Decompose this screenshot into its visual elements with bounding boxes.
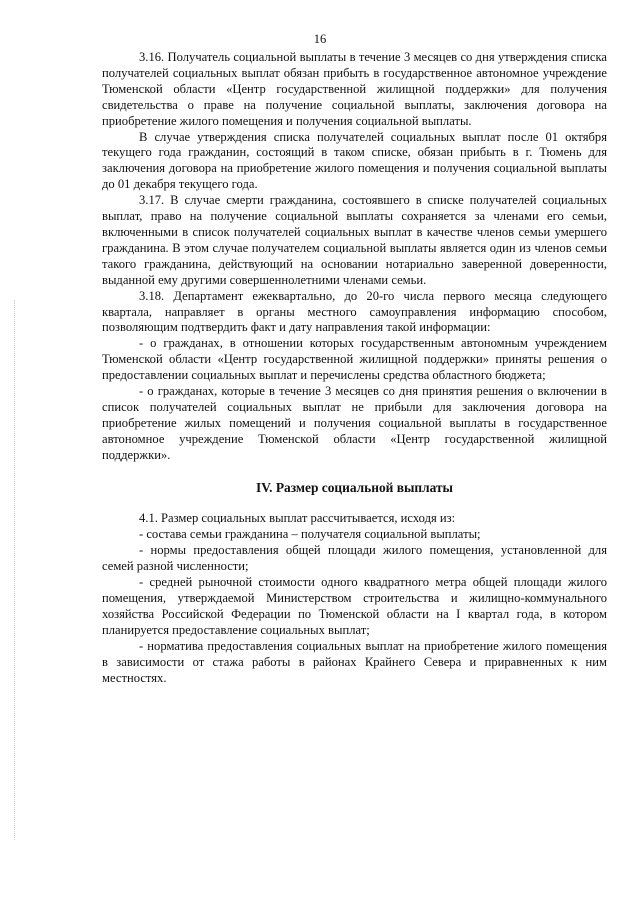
page-number: 16 — [313, 32, 327, 46]
section-heading: IV. Размер социальной выплаты — [255, 479, 454, 495]
list-item-market-price: - средней рыночной стоимости одного квадратного метра общей площади жилого помещения, утверждаемой Министерством строительства и жилищно-коммунального хозяйства Российской Федерации по Тюменской области на I квартал года, в котором планируется предоставление социальных выплат; — [102, 575, 607, 637]
paragraph-3-16-deadline: В случае утверждения списка получателей социальных выплат после 01 октября текущего года гражданин, состоящий в таком списке, обязан прибыть в г. Тюмень для заключения договора на приобретение жилого помещения и получения социальной выплаты до 01 декабря текущего года. — [102, 129, 607, 192]
document-body — [102, 50, 607, 686]
list-item-granted-citizens: - о гражданах, в отношении которых государственным автономным учреждением Тюменской области «Центр государственной жилищной поддержки» приняты решения о предоставлении социальных выплат и перечислены средства областного бюджета; — [102, 336, 607, 383]
scan-margin-marks — [14, 300, 17, 840]
list-item-north-work-norm: - норматива предоставления социальных выплат на приобретение жилого помещения в зависимости от стажа работы в районах Крайнего Севера и приравненных к ним местностях. — [102, 638, 607, 685]
paragraph-4-1: 4.1. Размер социальных выплат рассчитывается, исходя из: — [139, 511, 456, 526]
list-item-not-arrived-citizens: - о гражданах, которые в течение 3 месяцев со дня принятия решения о включении в список получателей социальных выплат не прибыли для заключения договора на приобретение жилых помещений и получения социальной выплаты в государственное автономное учреждение Тюменской области «Центр государственной жилищной поддержки». — [102, 384, 607, 462]
paragraph-3-17: 3.17. В случае смерти гражданина, состоявшего в списке получателей социальных выплат, право на получение социальной выплаты сохраняется за членами его семьи, включенными в список получателей социальных выплат в качестве членов семьи умершего гражданина. В этом случае получателем социальной выплаты является один из членов семьи такого гражданина, действующий на основании нотариально заверенной доверенности, выданной ему другими совершеннолетними членами семьи. — [102, 193, 607, 287]
paragraph-3-16: 3.16. Получатель социальной выплаты в течение 3 месяцев со дня утверждения списка получателей социальных выплат обязан прибыть в государственное автономное учреждение Тюменской области «Центр государственной жилищной поддержки» для получения свидетельства о праве на получение социальной выплаты, заключения договора на приобретение жилого помещения и получения социальной выплаты. — [102, 50, 607, 128]
list-item-family-composition: - состава семьи гражданина – получателя социальной выплаты; — [139, 527, 481, 542]
paragraph-3-18: 3.18. Департамент ежеквартально, до 20-го числа первого месяца следующего квартала, направляет в органы местного самоуправления информацию способом, позволяющим подтвердить факт и дату направления такой информации: — [102, 288, 607, 335]
list-item-area-norm: - нормы предоставления общей площади жилого помещения, установленной для семей разной численности; — [102, 543, 607, 574]
